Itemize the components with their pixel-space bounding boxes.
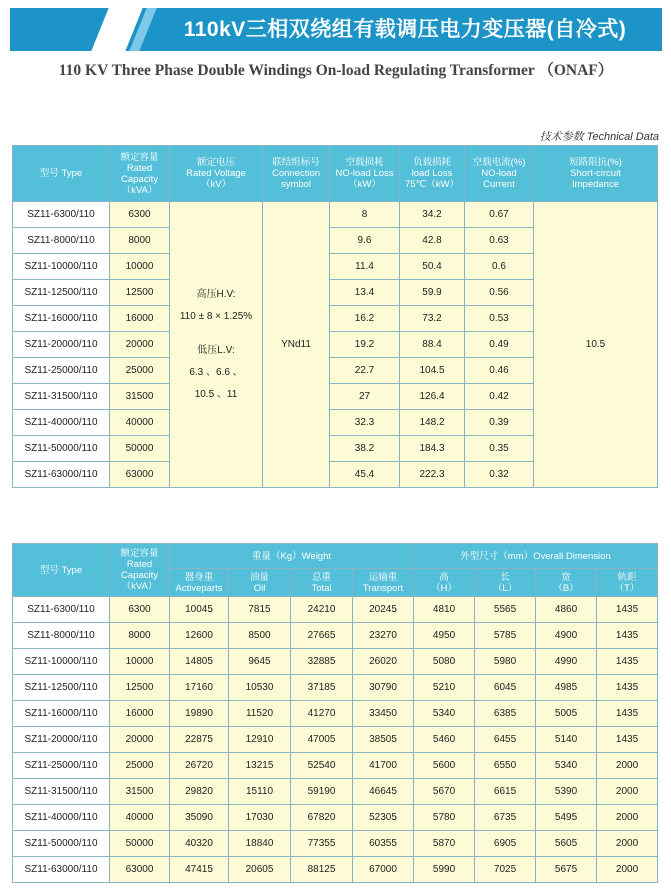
cell-noload-current: 0.39	[465, 410, 534, 436]
cell-activeparts: 17160	[170, 675, 229, 701]
table2-header-row-1	[13, 544, 658, 569]
cell-model: SZ11-12500/110	[13, 280, 110, 306]
cell-capacity: 12500	[110, 675, 170, 701]
header-activeparts: 器身重 Activeparts	[170, 569, 229, 597]
cell-load-loss: 42.8	[400, 228, 465, 254]
cell-noload-loss: 45.4	[330, 462, 400, 488]
header-connection: 联结组标号 Connection symbol	[263, 146, 330, 202]
cell-transport: 52305	[353, 805, 414, 831]
cell-capacity: 63000	[110, 462, 170, 488]
cell-oil: 20605	[229, 857, 291, 883]
cell-transport: 33450	[353, 701, 414, 727]
table-row	[13, 727, 658, 753]
cell-activeparts: 22875	[170, 727, 229, 753]
header-noload-loss: 空载损耗 NO-load Loss （kW）	[330, 146, 400, 202]
cell-capacity: 8000	[110, 623, 170, 649]
header-width: 宽 （B）	[536, 569, 597, 597]
header-model: 型号 Type	[13, 146, 110, 202]
cell-height: 5460	[414, 727, 475, 753]
cell-noload-loss: 13.4	[330, 280, 400, 306]
cell-width: 5140	[536, 727, 597, 753]
cell-load-loss: 184.3	[400, 436, 465, 462]
page-title: 110kV三相双绕组有载调压电力变压器(自冷式)	[183, 18, 627, 41]
cell-model: SZ11-16000/110	[13, 306, 110, 332]
header-noload-current: 空载电流(%) NO-load Current	[465, 146, 534, 202]
cell-track-gauge: 1435	[597, 701, 658, 727]
cell-track-gauge: 2000	[597, 857, 658, 883]
cell-noload-loss: 32.3	[330, 410, 400, 436]
cell-width: 4860	[536, 597, 597, 623]
table-row	[13, 701, 658, 727]
cell-track-gauge: 2000	[597, 831, 658, 857]
header-weight-group: 重量（Kg）Weight	[170, 544, 414, 569]
cell-noload-loss: 11.4	[330, 254, 400, 280]
cell-noload-current: 0.67	[465, 202, 534, 228]
cell-length: 6615	[475, 779, 536, 805]
technical-data-label: 技术参数 Technical Data	[539, 131, 659, 143]
cell-capacity: 8000	[110, 228, 170, 254]
cell-total: 88125	[291, 857, 353, 883]
cell-model: SZ11-12500/110	[13, 675, 110, 701]
cell-capacity: 50000	[110, 436, 170, 462]
header-capacity: 额定容量 Rated Capacity （kVA）	[110, 544, 170, 597]
cell-capacity: 16000	[110, 306, 170, 332]
cell-length: 6045	[475, 675, 536, 701]
cell-model: SZ11-40000/110	[13, 410, 110, 436]
cell-track-gauge: 1435	[597, 675, 658, 701]
cell-track-gauge: 1435	[597, 623, 658, 649]
header-dimension-group: 外型尺寸（mm）Overall Dimension	[414, 544, 658, 569]
cell-capacity: 50000	[110, 831, 170, 857]
cell-noload-current: 0.42	[465, 384, 534, 410]
header-transport: 运输重 Transport	[353, 569, 414, 597]
header-model: 型号 Type	[13, 544, 110, 597]
cell-rated-voltage: 高压H.V: 110 ± 8 × 1.25% 低压L.V: 6.3 、6.6 、 10.5 、11	[170, 202, 263, 488]
cell-width: 5390	[536, 779, 597, 805]
cell-load-loss: 104.5	[400, 358, 465, 384]
table-row	[13, 202, 658, 228]
cell-noload-loss: 8	[330, 202, 400, 228]
cell-oil: 15110	[229, 779, 291, 805]
cell-track-gauge: 2000	[597, 779, 658, 805]
cell-load-loss: 222.3	[400, 462, 465, 488]
cell-load-loss: 88.4	[400, 332, 465, 358]
cell-length: 5980	[475, 649, 536, 675]
cell-length: 7025	[475, 857, 536, 883]
cell-noload-current: 0.35	[465, 436, 534, 462]
cell-oil: 17030	[229, 805, 291, 831]
cell-capacity: 20000	[110, 727, 170, 753]
cell-width: 4985	[536, 675, 597, 701]
cell-length: 6905	[475, 831, 536, 857]
cell-oil: 7815	[229, 597, 291, 623]
header-height: 高 （H）	[414, 569, 475, 597]
cell-load-loss: 126.4	[400, 384, 465, 410]
cell-total: 52540	[291, 753, 353, 779]
cell-transport: 67000	[353, 857, 414, 883]
cell-capacity: 10000	[110, 254, 170, 280]
cell-length: 6550	[475, 753, 536, 779]
cell-height: 5340	[414, 701, 475, 727]
cell-transport: 23270	[353, 623, 414, 649]
cell-total: 27665	[291, 623, 353, 649]
cell-model: SZ11-40000/110	[13, 805, 110, 831]
cell-width: 5340	[536, 753, 597, 779]
cell-width: 5495	[536, 805, 597, 831]
cell-noload-current: 0.32	[465, 462, 534, 488]
cell-length: 5565	[475, 597, 536, 623]
cell-model: SZ11-6300/110	[13, 202, 110, 228]
cell-transport: 41700	[353, 753, 414, 779]
cell-model: SZ11-63000/110	[13, 462, 110, 488]
cell-capacity: 20000	[110, 332, 170, 358]
technical-data-table	[12, 145, 658, 488]
cell-noload-current: 0.46	[465, 358, 534, 384]
cell-capacity: 31500	[110, 384, 170, 410]
cell-load-loss: 73.2	[400, 306, 465, 332]
table-row	[13, 675, 658, 701]
header-voltage: 额定电压 Rated Voltage （kV）	[170, 146, 263, 202]
cell-total: 77355	[291, 831, 353, 857]
cell-transport: 26020	[353, 649, 414, 675]
cell-total: 37185	[291, 675, 353, 701]
cell-noload-current: 0.49	[465, 332, 534, 358]
cell-length: 6455	[475, 727, 536, 753]
cell-activeparts: 10045	[170, 597, 229, 623]
cell-model: SZ11-20000/110	[13, 332, 110, 358]
cell-height: 4950	[414, 623, 475, 649]
cell-model: SZ11-25000/110	[13, 753, 110, 779]
cell-transport: 20245	[353, 597, 414, 623]
cell-height: 5080	[414, 649, 475, 675]
cell-capacity: 40000	[110, 410, 170, 436]
cell-width: 4900	[536, 623, 597, 649]
cell-total: 24210	[291, 597, 353, 623]
cell-model: SZ11-50000/110	[13, 436, 110, 462]
cell-transport: 38505	[353, 727, 414, 753]
cell-noload-loss: 19.2	[330, 332, 400, 358]
weight-dimension-table	[12, 543, 658, 883]
cell-track-gauge: 2000	[597, 805, 658, 831]
cell-height: 5210	[414, 675, 475, 701]
cell-track-gauge: 1435	[597, 727, 658, 753]
cell-model: SZ11-63000/110	[13, 857, 110, 883]
cell-total: 59190	[291, 779, 353, 805]
cell-transport: 60355	[353, 831, 414, 857]
cell-noload-loss: 22.7	[330, 358, 400, 384]
table-row	[13, 831, 658, 857]
cell-model: SZ11-31500/110	[13, 384, 110, 410]
cell-width: 5005	[536, 701, 597, 727]
cell-transport: 30790	[353, 675, 414, 701]
cell-load-loss: 34.2	[400, 202, 465, 228]
table-row	[13, 857, 658, 883]
cell-activeparts: 29820	[170, 779, 229, 805]
cell-total: 41270	[291, 701, 353, 727]
cell-total: 47005	[291, 727, 353, 753]
cell-capacity: 40000	[110, 805, 170, 831]
cell-track-gauge: 2000	[597, 753, 658, 779]
cell-width: 4990	[536, 649, 597, 675]
cell-activeparts: 26720	[170, 753, 229, 779]
header-capacity: 额定容量 Rated Capacity （kVA）	[110, 146, 170, 202]
table-row	[13, 597, 658, 623]
cell-noload-current: 0.6	[465, 254, 534, 280]
cell-model: SZ11-50000/110	[13, 831, 110, 857]
cell-capacity: 6300	[110, 597, 170, 623]
header-track-gauge: 轨距 （T）	[597, 569, 658, 597]
header-length: 长 （L）	[475, 569, 536, 597]
cell-activeparts: 40320	[170, 831, 229, 857]
cell-length: 6735	[475, 805, 536, 831]
header-load-loss: 负载损耗 load Loss 75℃（kW）	[400, 146, 465, 202]
cell-noload-loss: 27	[330, 384, 400, 410]
cell-height: 5870	[414, 831, 475, 857]
cell-activeparts: 35090	[170, 805, 229, 831]
cell-total: 32885	[291, 649, 353, 675]
cell-oil: 10530	[229, 675, 291, 701]
cell-load-loss: 148.2	[400, 410, 465, 436]
cell-oil: 12910	[229, 727, 291, 753]
cell-model: SZ11-10000/110	[13, 254, 110, 280]
cell-model: SZ11-8000/110	[13, 623, 110, 649]
table-row	[13, 779, 658, 805]
cell-track-gauge: 1435	[597, 597, 658, 623]
cell-noload-loss: 9.6	[330, 228, 400, 254]
cell-oil: 13215	[229, 753, 291, 779]
cell-model: SZ11-16000/110	[13, 701, 110, 727]
cell-height: 5670	[414, 779, 475, 805]
cell-noload-current: 0.63	[465, 228, 534, 254]
cell-capacity: 31500	[110, 779, 170, 805]
cell-capacity: 10000	[110, 649, 170, 675]
cell-oil: 9645	[229, 649, 291, 675]
cell-capacity: 16000	[110, 701, 170, 727]
cell-height: 5990	[414, 857, 475, 883]
cell-capacity: 6300	[110, 202, 170, 228]
cell-height: 5780	[414, 805, 475, 831]
cell-load-loss: 50.4	[400, 254, 465, 280]
cell-noload-current: 0.56	[465, 280, 534, 306]
cell-capacity: 25000	[110, 358, 170, 384]
table-row	[13, 805, 658, 831]
cell-height: 5600	[414, 753, 475, 779]
cell-length: 6385	[475, 701, 536, 727]
cell-oil: 8500	[229, 623, 291, 649]
cell-transport: 46645	[353, 779, 414, 805]
title-banner	[10, 8, 662, 51]
cell-model: SZ11-8000/110	[13, 228, 110, 254]
cell-impedance: 10.5	[534, 202, 658, 488]
cell-model: SZ11-6300/110	[13, 597, 110, 623]
cell-model: SZ11-10000/110	[13, 649, 110, 675]
header-oil: 油量 Oil	[229, 569, 291, 597]
table1-header-row	[13, 146, 658, 202]
cell-oil: 18840	[229, 831, 291, 857]
cell-height: 4810	[414, 597, 475, 623]
cell-model: SZ11-31500/110	[13, 779, 110, 805]
table-row	[13, 623, 658, 649]
cell-activeparts: 14805	[170, 649, 229, 675]
cell-capacity: 63000	[110, 857, 170, 883]
cell-oil: 11520	[229, 701, 291, 727]
cell-capacity: 12500	[110, 280, 170, 306]
cell-noload-loss: 16.2	[330, 306, 400, 332]
table-row	[13, 753, 658, 779]
page-subtitle: 110 KV Three Phase Double Windings On-load Regulating Transformer （ONAF）	[58, 62, 614, 79]
cell-noload-current: 0.53	[465, 306, 534, 332]
cell-activeparts: 19890	[170, 701, 229, 727]
cell-activeparts: 12600	[170, 623, 229, 649]
weight-dimension-body	[13, 597, 658, 883]
header-impedance: 短路阻抗(%) Short-circuit Impedance	[534, 146, 658, 202]
cell-width: 5675	[536, 857, 597, 883]
cell-connection-symbol: YNd11	[263, 202, 330, 488]
header-total: 总重 Total	[291, 569, 353, 597]
cell-noload-loss: 38.2	[330, 436, 400, 462]
cell-width: 5605	[536, 831, 597, 857]
cell-capacity: 25000	[110, 753, 170, 779]
cell-model: SZ11-20000/110	[13, 727, 110, 753]
cell-load-loss: 59.9	[400, 280, 465, 306]
cell-length: 5785	[475, 623, 536, 649]
cell-track-gauge: 1435	[597, 649, 658, 675]
table-row	[13, 649, 658, 675]
cell-total: 67820	[291, 805, 353, 831]
cell-activeparts: 47415	[170, 857, 229, 883]
cell-model: SZ11-25000/110	[13, 358, 110, 384]
